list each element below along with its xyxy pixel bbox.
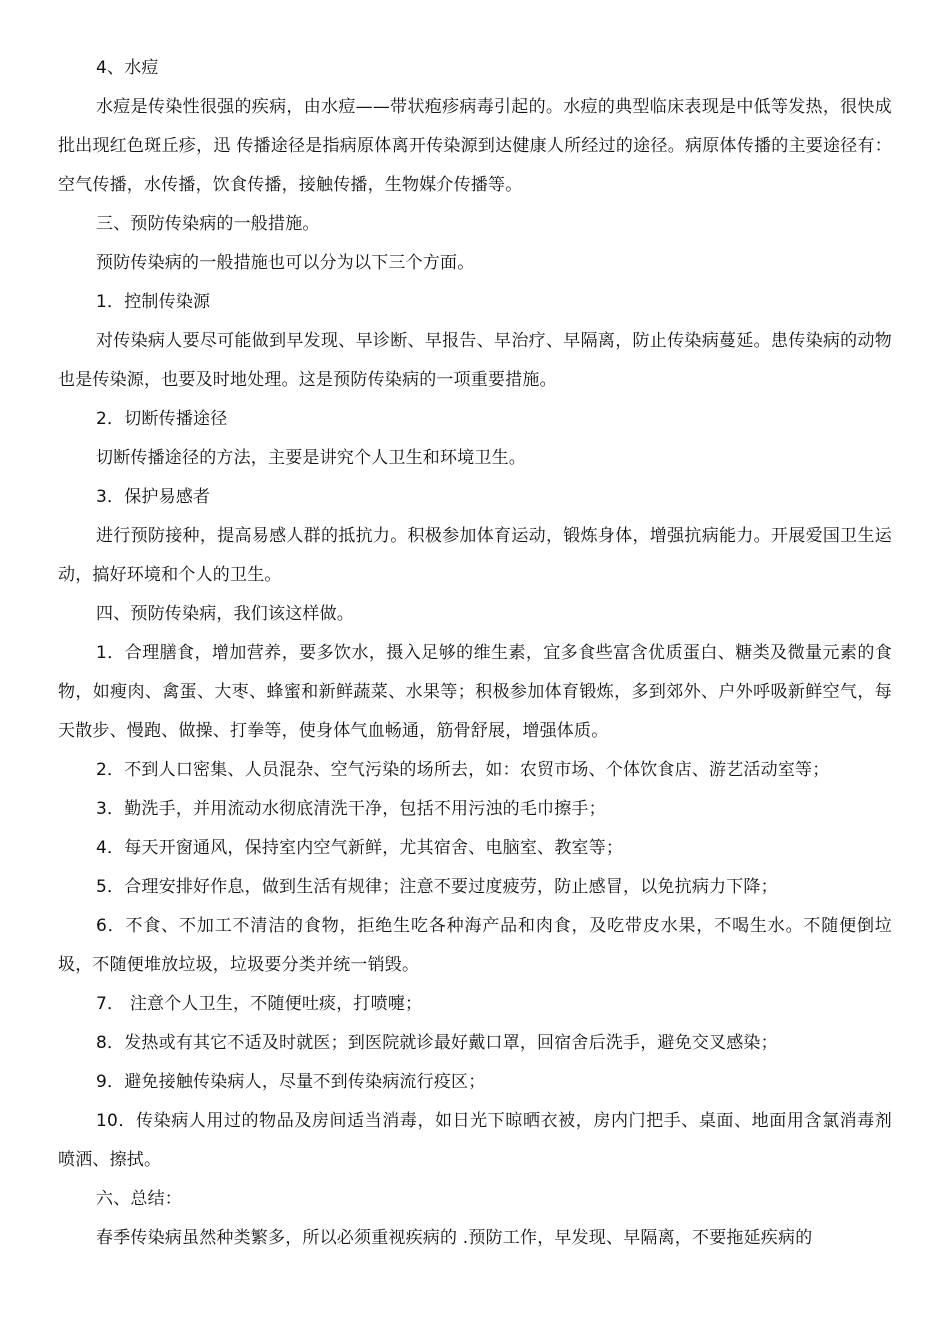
section-heading-summary: 六、总结：	[96, 1189, 182, 1209]
list-item-10: 10．传染病人用过的物品及房间适当消毒，如日光下晾晒衣被，房内门把手、桌面、地面用含氯消毒剂喷洒、擦拭。	[58, 1111, 892, 1170]
subheading-control-source: 1．控制传染源	[96, 292, 211, 312]
section-heading-what-to-do: 四、预防传染病，我们该这样做。	[96, 604, 354, 624]
paragraph-summary: 春季传染病虽然种类繁多，所以必须重视疾病的 .预防工作，早发现、早隔离，不要拖延疾病的	[96, 1228, 813, 1248]
paragraph-prevention-intro: 预防传染病的一般措施也可以分为以下三个方面。	[96, 253, 475, 273]
document-page	[58, 49, 892, 1258]
list-item-8: 8．发热或有其它不适及时就医；到医院就诊最好戴口罩，回宿舍后洗手，避免交叉感染；	[96, 1033, 778, 1053]
list-item-1: 1．合理膳食，增加营养，要多饮水，摄入足够的维生素，宜多食些富含优质蛋白、糖类及微量元素的食物，如瘦肉、禽蛋、大枣、蜂蜜和新鲜蔬菜、水果等；积极参加体育锻炼，多到郊外、户外呼吸新鲜空气，每天散步、慢跑、做操、打拳等，使身体气血畅通，筋骨舒展，增强体质。	[58, 643, 892, 741]
section-heading-prevention-measures: 三、预防传染病的一般措施。	[96, 214, 320, 234]
list-item-7: 7． 注意个人卫生，不随便吐痰，打喷嚏；	[96, 994, 423, 1014]
paragraph-control-source: 对传染病人要尽可能做到早发现、早诊断、早报告、早治疗、早隔离，防止传染病蔓延。患传染病的动物也是传染源，也要及时地处理。这是预防传染病的一项重要措施。	[58, 331, 892, 390]
list-item-3: 3．勤洗手，并用流动水彻底清洗干净，包括不用污浊的毛巾擦手；	[96, 799, 606, 819]
list-item-2: 2．不到人口密集、人员混杂、空气污染的场所去，如：农贸市场、个体饮食店、游艺活动室等；	[96, 760, 830, 780]
list-item-6: 6．不食、不加工不清洁的食物，拒绝生吃各种海产品和肉食，及吃带皮水果，不喝生水。不随便倒垃圾，不随便堆放垃圾，垃圾要分类并统一销毁。	[58, 916, 892, 975]
list-item-4: 4．每天开窗通风，保持室内空气新鲜，尤其宿舍、电脑室、教室等；	[96, 838, 624, 858]
section-heading-chickenpox: 4、水痘	[96, 58, 159, 78]
paragraph-protect-susceptible: 进行预防接种，提高易感人群的抵抗力。积极参加体育运动，锻炼身体，增强抗病能力。开展爱国卫生运动，搞好环境和个人的卫生。	[58, 526, 892, 585]
list-item-5: 5．合理安排好作息，做到生活有规律；注意不要过度疲劳，防止感冒，以免抗病力下降；	[96, 877, 778, 897]
subheading-protect-susceptible: 3．保护易感者	[96, 487, 211, 507]
paragraph-cut-transmission: 切断传播途径的方法，主要是讲究个人卫生和环境卫生。	[96, 448, 526, 468]
paragraph-chickenpox-description: 水痘是传染性很强的疾病，由水痘——带状疱疹病毒引起的。水痘的典型临床表现是中低等发热，很快成批出现红色斑丘疹，迅 传播途径是指病原体离开传染源到达健康人所经过的途径。病原体传播的主要途径有：空气传播，水传播，饮食传播，接触传播，生物媒介传播等。	[58, 97, 892, 195]
list-item-9: 9．避免接触传染病人，尽量不到传染病流行疫区；	[96, 1072, 486, 1092]
subheading-cut-transmission: 2．切断传播途径	[96, 409, 228, 429]
